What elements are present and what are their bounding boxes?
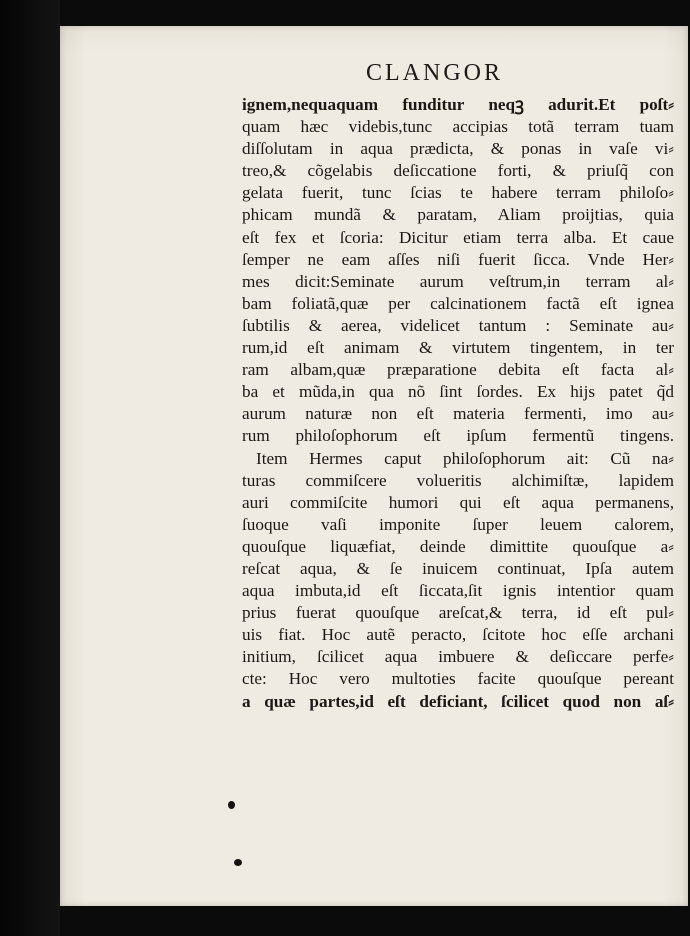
text-line: uis fiat. Hoc autẽ peracto, ſcitote hoc eſſe archani (242, 625, 674, 645)
text-line: cte: Hoc vero multoties facite quouſque pereant (242, 669, 674, 689)
ink-dot-mark (228, 801, 235, 809)
text-line: ba et mũda,in qua nõ ſint ſordes. Ex hijs patet q̃d (242, 382, 674, 402)
text-line: treo,& cõgelabis deſiccatione forti, & priuſq̃ con (242, 161, 674, 181)
text-line: aurum naturæ non eſt materia fermenti, imo au⸗ (242, 404, 674, 424)
text-line: bam foliatã,quæ per calcinationem factã eſt ignea (242, 293, 674, 313)
text-line: ſuoque vaſi imponite ſuper leuem calorem, (242, 514, 674, 534)
text-line: rum,id eſt animam & virtutem tingentem, in ter (242, 338, 674, 358)
text-line: turas commiſcere volueritis alchimiſtæ, lapidem (242, 470, 674, 490)
binding-shadow (0, 0, 60, 936)
text-line-paragraph-start: Item Hermes caput philoſophorum ait: Cũ na⸗ (256, 448, 674, 468)
text-line: quouſque liquæfiat, deinde dimittite quouſque a⸗ (242, 536, 674, 556)
text-line: auri commiſcite humori qui eſt aqua permanens, (242, 492, 674, 512)
text-line: ſubtilis & aerea, videlicet tantum : Seminate au⸗ (242, 315, 674, 335)
text-line: diſſolutam in aqua prædicta, & ponas in vaſe vi⸗ (242, 139, 674, 159)
text-line: rum philoſophorum eſt ipſum fermentũ tingens. (242, 426, 674, 446)
text-line: reſcat aqua, & ſe inuicem continuat, Ipſa autem (242, 558, 674, 578)
text-line: initium, ſcilicet aqua imbuere & deſiccare perfe⸗ (242, 647, 674, 667)
running-head: CLANGOR (366, 60, 504, 86)
text-line: ignem,nequaquam funditur neqꝫ adurit.Et poſt⸗ (242, 95, 674, 114)
text-line: aqua imbuta,id eſt ſiccata,ſit ignis intentior quam (242, 581, 674, 601)
text-line: prius fuerat quouſque areſcat,& terra, id eſt pul⸗ (242, 603, 674, 623)
text-line: gelata fuerit, tunc ſcias te habere terram philoſo⸗ (242, 183, 674, 203)
text-line: quam hæc videbis,tunc accipias totã terram tuam (242, 117, 674, 137)
body-text (242, 94, 674, 713)
text-line: a quæ partes,id eſt deficiant, ſcilicet quod non aſ⸗ (242, 691, 674, 711)
text-line: eſt fex et ſcoria: Dicitur etiam terra alba. Et caue (242, 227, 674, 247)
book-page (60, 26, 688, 906)
text-line: ſemper ne eam aſſes niſi fuerit ſicca. Vnde Her⸗ (242, 249, 674, 269)
ink-dot-mark (234, 859, 242, 866)
text-line: phicam mundã & paratam, Aliam proijtias, quia (242, 205, 674, 225)
text-line: mes dicit:Seminate aurum veſtrum,in terram al⸗ (242, 271, 674, 291)
text-line: ram albam,quæ præparatione debita eſt facta al⸗ (242, 360, 674, 380)
